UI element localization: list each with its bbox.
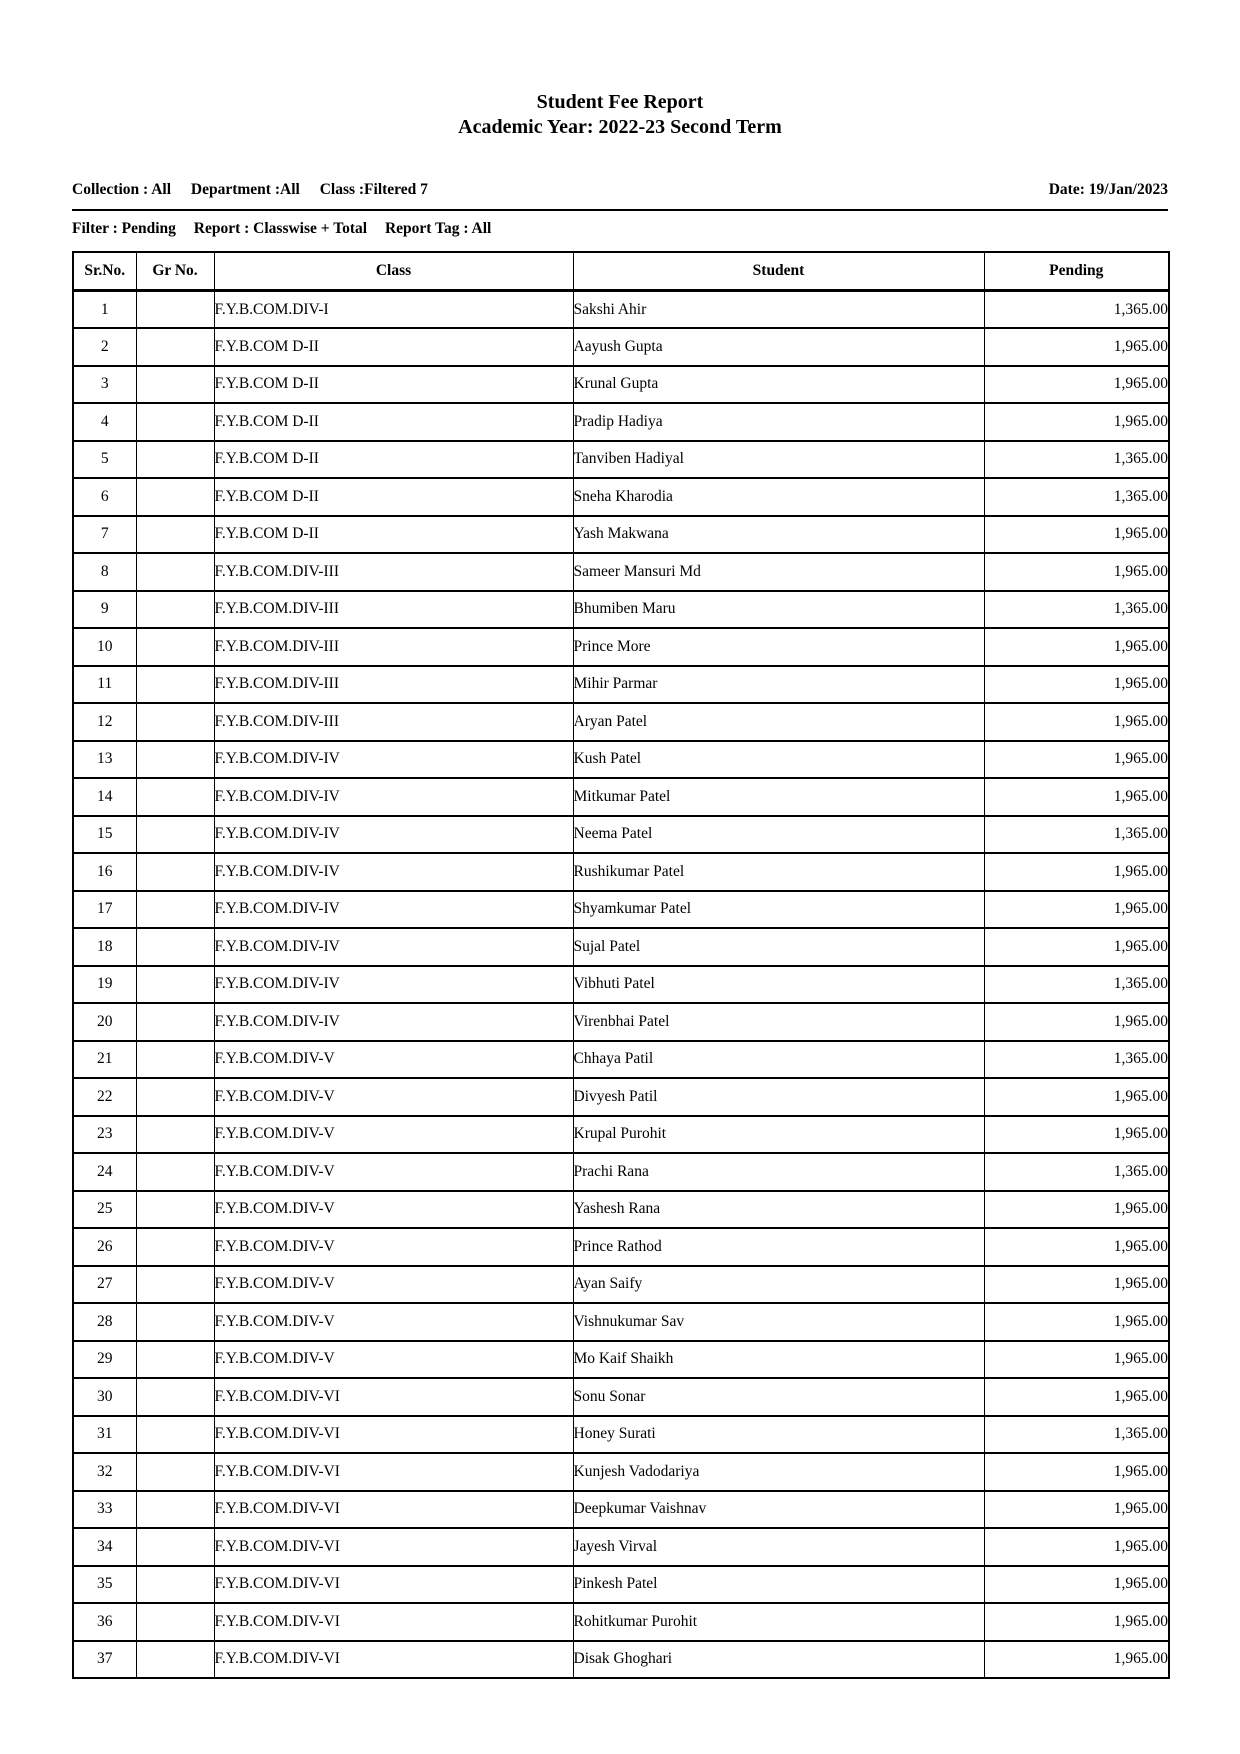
cell-srno: 12 [73,703,136,741]
cell-class: F.Y.B.COM.DIV-V [214,1078,573,1116]
report-page [72,0,1168,1679]
horizontal-divider [72,209,1168,211]
cell-grno [136,666,214,704]
cell-student: Divyesh Patil [573,1078,984,1116]
cell-class: F.Y.B.COM.DIV-V [214,1041,573,1079]
cell-srno: 21 [73,1041,136,1079]
cell-pending: 1,365.00 [984,1153,1169,1191]
cell-grno [136,891,214,929]
cell-class: F.Y.B.COM.DIV-IV [214,928,573,966]
cell-class: F.Y.B.COM.DIV-V [214,1191,573,1229]
cell-srno: 13 [73,741,136,779]
cell-pending: 1,965.00 [984,1453,1169,1491]
cell-class: F.Y.B.COM.DIV-IV [214,966,573,1004]
cell-grno [136,328,214,366]
table-row [73,853,1169,891]
cell-class: F.Y.B.COM.DIV-IV [214,853,573,891]
cell-srno: 16 [73,853,136,891]
meta-row [72,180,1168,200]
page-subtitle: Academic Year: 2022-23 Second Term [458,116,782,138]
cell-class: F.Y.B.COM.DIV-IV [214,741,573,779]
table-row [73,1341,1169,1379]
table-row [73,966,1169,1004]
cell-student: Sujal Patel [573,928,984,966]
cell-class: F.Y.B.COM D-II [214,403,573,441]
cell-student: Sneha Kharodia [573,478,984,516]
table-header [73,252,1169,291]
cell-student: Tanviben Hadiyal [573,441,984,479]
cell-srno: 9 [73,591,136,629]
cell-grno [136,1453,214,1491]
cell-grno [136,928,214,966]
table-row [73,1003,1169,1041]
cell-grno [136,1228,214,1266]
column-header-student: Student [573,252,984,291]
cell-pending: 1,365.00 [984,1416,1169,1454]
cell-class: F.Y.B.COM.DIV-IV [214,816,573,854]
cell-grno [136,1603,214,1641]
column-header-grno: Gr No. [136,252,214,291]
cell-class: F.Y.B.COM.DIV-III [214,666,573,704]
cell-student: Kush Patel [573,741,984,779]
cell-student: Prachi Rana [573,1153,984,1191]
table-row [73,741,1169,779]
table-row [73,816,1169,854]
cell-grno [136,1528,214,1566]
cell-pending: 1,965.00 [984,778,1169,816]
cell-student: Pradip Hadiya [573,403,984,441]
cell-student: Rohitkumar Purohit [573,1603,984,1641]
table-row [73,1416,1169,1454]
column-header-class: Class [214,252,573,291]
cell-srno: 3 [73,366,136,404]
cell-class: F.Y.B.COM.DIV-V [214,1341,573,1379]
cell-class: F.Y.B.COM.DIV-III [214,703,573,741]
cell-srno: 5 [73,441,136,479]
table-row [73,928,1169,966]
cell-grno [136,778,214,816]
cell-class: F.Y.B.COM.DIV-III [214,591,573,629]
cell-class: F.Y.B.COM D-II [214,328,573,366]
cell-student: Sameer Mansuri Md [573,553,984,591]
cell-student: Bhumiben Maru [573,591,984,629]
cell-srno: 25 [73,1191,136,1229]
cell-pending: 1,965.00 [984,1528,1169,1566]
cell-pending: 1,965.00 [984,853,1169,891]
table-row [73,1116,1169,1154]
cell-grno [136,516,214,554]
cell-class: F.Y.B.COM.DIV-VI [214,1641,573,1679]
cell-pending: 1,965.00 [984,516,1169,554]
table-row [73,1491,1169,1529]
cell-student: Disak Ghoghari [573,1641,984,1679]
cell-class: F.Y.B.COM.DIV-VI [214,1453,573,1491]
filter-pending: Filter : Pending [72,220,176,237]
table-row [73,1153,1169,1191]
cell-grno [136,1266,214,1304]
cell-pending: 1,365.00 [984,441,1169,479]
cell-grno [136,1191,214,1229]
cell-student: Sonu Sonar [573,1378,984,1416]
cell-pending: 1,965.00 [984,1191,1169,1229]
cell-grno [136,366,214,404]
cell-class: F.Y.B.COM.DIV-VI [214,1566,573,1604]
cell-pending: 1,965.00 [984,366,1169,404]
cell-student: Kunjesh Vadodariya [573,1453,984,1491]
cell-student: Pinkesh Patel [573,1566,984,1604]
cell-grno [136,816,214,854]
cell-pending: 1,365.00 [984,966,1169,1004]
cell-srno: 31 [73,1416,136,1454]
cell-class: F.Y.B.COM.DIV-IV [214,778,573,816]
cell-class: F.Y.B.COM.DIV-VI [214,1528,573,1566]
cell-class: F.Y.B.COM.DIV-VI [214,1416,573,1454]
cell-pending: 1,965.00 [984,1116,1169,1154]
cell-grno [136,1041,214,1079]
cell-student: Vibhuti Patel [573,966,984,1004]
cell-class: F.Y.B.COM.DIV-VI [214,1491,573,1529]
cell-pending: 1,965.00 [984,403,1169,441]
meta-date: Date: 19/Jan/2023 [1048,181,1168,198]
table-row [73,1378,1169,1416]
table-row [73,478,1169,516]
cell-srno: 36 [73,1603,136,1641]
cell-pending: 1,365.00 [984,1041,1169,1079]
cell-pending: 1,965.00 [984,891,1169,929]
cell-pending: 1,965.00 [984,741,1169,779]
cell-pending: 1,365.00 [984,291,1169,329]
cell-student: Shyamkumar Patel [573,891,984,929]
cell-student: Yashesh Rana [573,1191,984,1229]
cell-grno [136,1416,214,1454]
cell-student: Prince More [573,628,984,666]
cell-student: Mo Kaif Shaikh [573,1341,984,1379]
cell-pending: 1,365.00 [984,816,1169,854]
cell-student: Aryan Patel [573,703,984,741]
table-row [73,1228,1169,1266]
cell-student: Mihir Parmar [573,666,984,704]
table-row [73,666,1169,704]
table-row [73,1528,1169,1566]
cell-grno [136,1491,214,1529]
table-row [73,516,1169,554]
cell-srno: 24 [73,1153,136,1191]
cell-srno: 18 [73,928,136,966]
cell-srno: 14 [73,778,136,816]
table-row [73,1566,1169,1604]
table-row [73,591,1169,629]
table-row [73,1603,1169,1641]
cell-student: Rushikumar Patel [573,853,984,891]
table-row [73,628,1169,666]
cell-grno [136,291,214,329]
table-row [73,403,1169,441]
cell-grno [136,403,214,441]
cell-srno: 15 [73,816,136,854]
cell-pending: 1,965.00 [984,1603,1169,1641]
cell-student: Chhaya Patil [573,1041,984,1079]
meta-class-filter: Class :Filtered 7 [319,181,428,198]
filter-report-type: Report : Classwise + Total [193,220,368,237]
cell-grno [136,628,214,666]
cell-srno: 8 [73,553,136,591]
table-row [73,703,1169,741]
cell-student: Yash Makwana [573,516,984,554]
cell-pending: 1,965.00 [984,1303,1169,1341]
cell-pending: 1,965.00 [984,628,1169,666]
table-row [73,1041,1169,1079]
table-row [73,1078,1169,1116]
table-header-row [73,252,1169,291]
cell-grno [136,966,214,1004]
cell-class: F.Y.B.COM.DIV-VI [214,1603,573,1641]
cell-grno [136,553,214,591]
cell-grno [136,1341,214,1379]
cell-srno: 33 [73,1491,136,1529]
cell-student: Aayush Gupta [573,328,984,366]
column-header-srno: Sr.No. [73,252,136,291]
cell-student: Deepkumar Vaishnav [573,1491,984,1529]
cell-class: F.Y.B.COM.DIV-V [214,1228,573,1266]
cell-grno [136,853,214,891]
cell-student: Neema Patel [573,816,984,854]
cell-srno: 32 [73,1453,136,1491]
cell-pending: 1,965.00 [984,1491,1169,1529]
cell-grno [136,741,214,779]
cell-student: Krupal Purohit [573,1116,984,1154]
cell-pending: 1,965.00 [984,1078,1169,1116]
cell-pending: 1,965.00 [984,1378,1169,1416]
cell-student: Ayan Saify [573,1266,984,1304]
cell-srno: 34 [73,1528,136,1566]
cell-class: F.Y.B.COM D-II [214,478,573,516]
table-body [73,291,1169,1679]
cell-srno: 27 [73,1266,136,1304]
meta-department: Department :All [190,181,300,198]
cell-srno: 23 [73,1116,136,1154]
cell-grno [136,1003,214,1041]
table-row [73,553,1169,591]
cell-student: Prince Rathod [573,1228,984,1266]
meta-left [72,180,428,200]
cell-grno [136,1303,214,1341]
cell-grno [136,591,214,629]
cell-srno: 2 [73,328,136,366]
cell-student: Jayesh Virval [573,1528,984,1566]
cell-student: Krunal Gupta [573,366,984,404]
cell-pending: 1,965.00 [984,1228,1169,1266]
cell-pending: 1,965.00 [984,928,1169,966]
cell-grno [136,1078,214,1116]
cell-pending: 1,965.00 [984,1003,1169,1041]
cell-srno: 17 [73,891,136,929]
cell-pending: 1,965.00 [984,703,1169,741]
cell-class: F.Y.B.COM.DIV-IV [214,891,573,929]
cell-grno [136,1378,214,1416]
table-row [73,291,1169,329]
cell-grno [136,441,214,479]
cell-srno: 37 [73,1641,136,1679]
table-row [73,778,1169,816]
cell-class: F.Y.B.COM.DIV-III [214,553,573,591]
filter-row [72,219,1168,239]
cell-grno [136,703,214,741]
cell-pending: 1,965.00 [984,553,1169,591]
table-row [73,1303,1169,1341]
cell-class: F.Y.B.COM D-II [214,366,573,404]
cell-srno: 20 [73,1003,136,1041]
cell-srno: 35 [73,1566,136,1604]
table-row [73,1453,1169,1491]
cell-pending: 1,965.00 [984,1341,1169,1379]
cell-srno: 11 [73,666,136,704]
cell-class: F.Y.B.COM.DIV-V [214,1303,573,1341]
cell-student: Honey Surati [573,1416,984,1454]
cell-student: Sakshi Ahir [573,291,984,329]
cell-class: F.Y.B.COM.DIV-VI [214,1378,573,1416]
cell-class: F.Y.B.COM D-II [214,516,573,554]
cell-srno: 19 [73,966,136,1004]
cell-grno [136,478,214,516]
cell-class: F.Y.B.COM.DIV-I [214,291,573,329]
cell-pending: 1,965.00 [984,1566,1169,1604]
table-row [73,1191,1169,1229]
cell-pending: 1,365.00 [984,478,1169,516]
table-row [73,441,1169,479]
cell-grno [136,1153,214,1191]
column-header-pending: Pending [984,252,1169,291]
cell-class: F.Y.B.COM.DIV-V [214,1153,573,1191]
meta-collection: Collection : All [72,181,172,198]
cell-class: F.Y.B.COM.DIV-III [214,628,573,666]
cell-pending: 1,365.00 [984,591,1169,629]
table-row [73,366,1169,404]
cell-srno: 28 [73,1303,136,1341]
table-row [73,328,1169,366]
table-row [73,1266,1169,1304]
cell-grno [136,1641,214,1679]
student-fee-table [72,251,1170,1679]
cell-pending: 1,965.00 [984,1641,1169,1679]
cell-srno: 26 [73,1228,136,1266]
cell-srno: 6 [73,478,136,516]
filter-report-tag: Report Tag : All [384,220,492,237]
cell-class: F.Y.B.COM.DIV-V [214,1266,573,1304]
cell-student: Vishnukumar Sav [573,1303,984,1341]
cell-srno: 30 [73,1378,136,1416]
page-title: Student Fee Report [536,91,704,113]
title-block [72,90,1168,140]
cell-srno: 4 [73,403,136,441]
cell-pending: 1,965.00 [984,666,1169,704]
cell-class: F.Y.B.COM.DIV-IV [214,1003,573,1041]
cell-grno [136,1566,214,1604]
cell-srno: 10 [73,628,136,666]
cell-grno [136,1116,214,1154]
cell-pending: 1,965.00 [984,328,1169,366]
cell-class: F.Y.B.COM.DIV-V [214,1116,573,1154]
cell-srno: 29 [73,1341,136,1379]
table-row [73,891,1169,929]
cell-class: F.Y.B.COM D-II [214,441,573,479]
cell-pending: 1,965.00 [984,1266,1169,1304]
cell-srno: 22 [73,1078,136,1116]
cell-srno: 7 [73,516,136,554]
cell-srno: 1 [73,291,136,329]
table-row [73,1641,1169,1679]
cell-student: Mitkumar Patel [573,778,984,816]
cell-student: Virenbhai Patel [573,1003,984,1041]
